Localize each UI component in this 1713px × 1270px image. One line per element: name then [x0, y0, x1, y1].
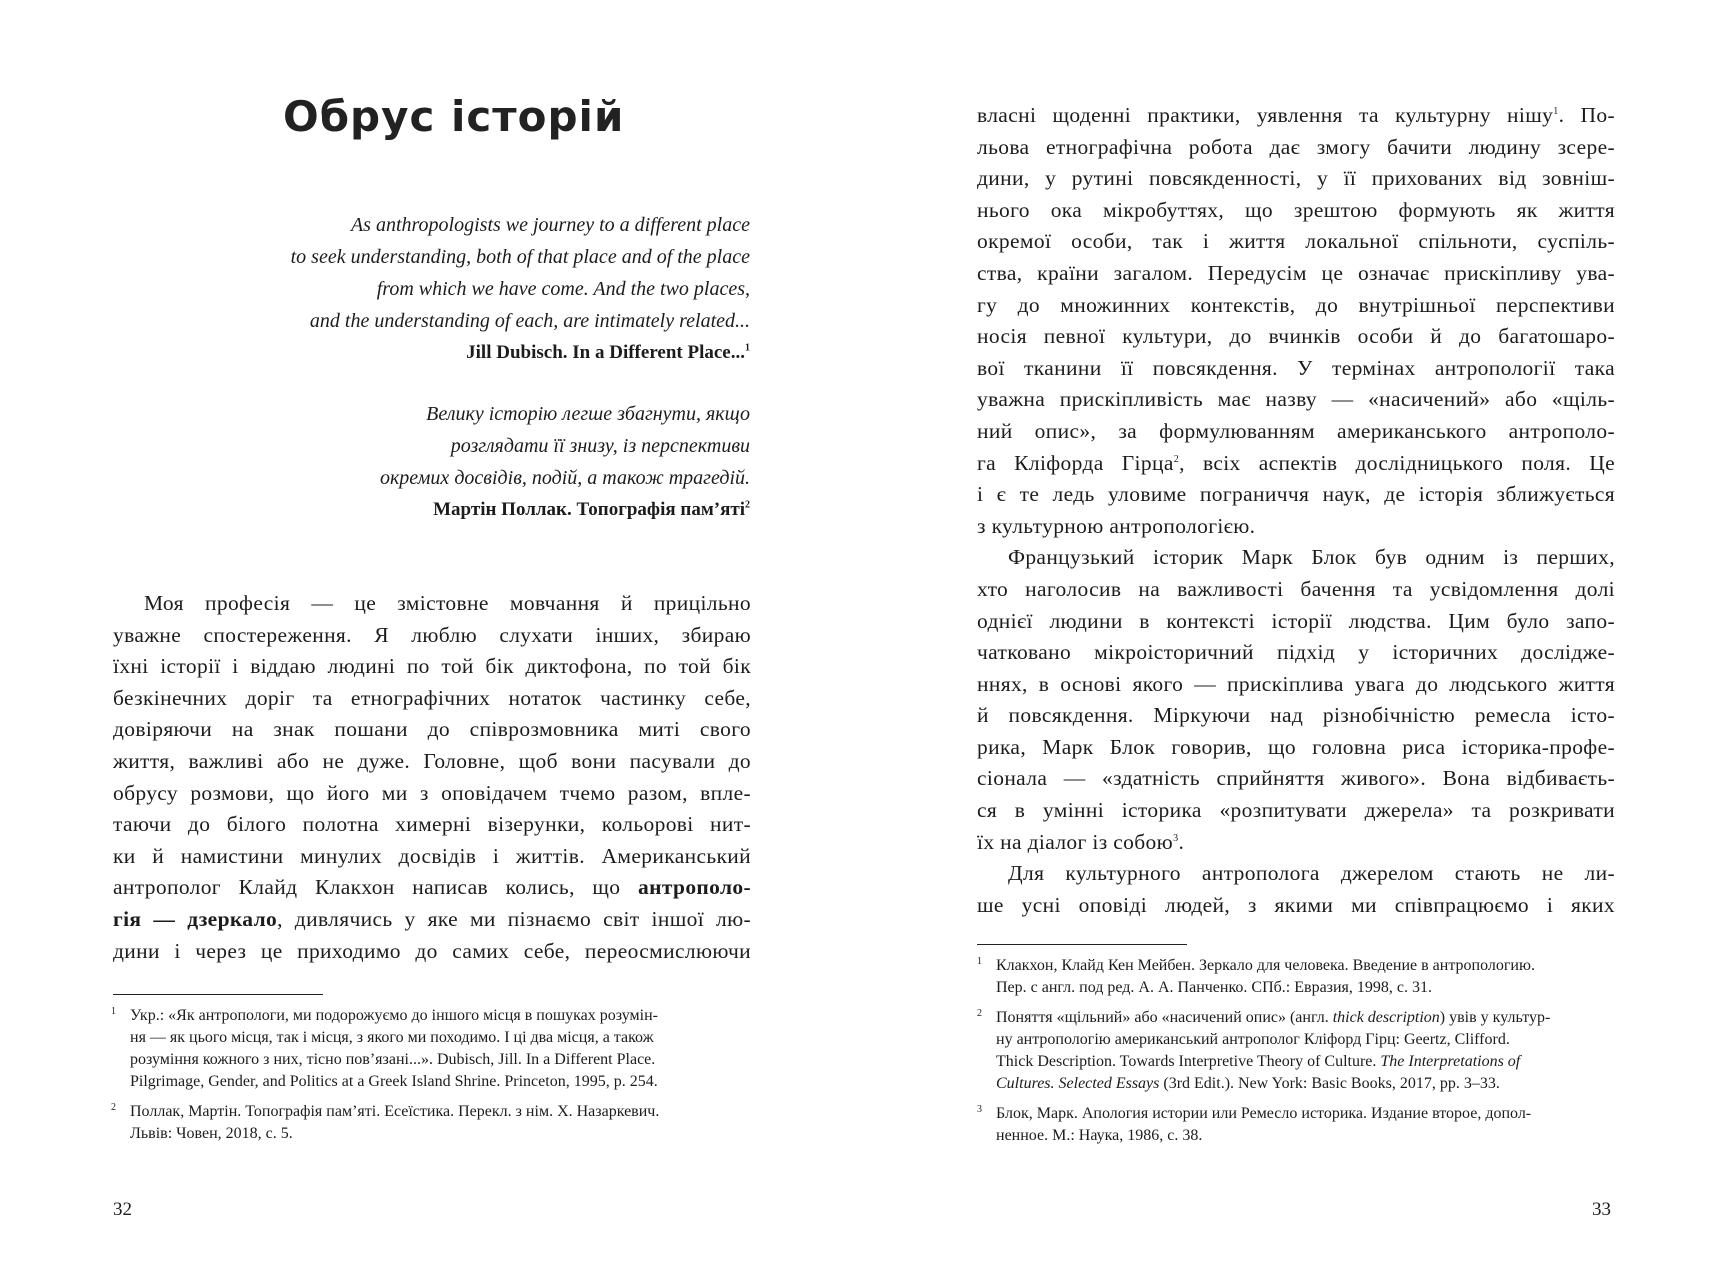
footnote-divider: [977, 944, 1187, 945]
footnote-number: 2: [977, 1008, 982, 1019]
text-line: рика, Марк Блок говорив, що головна риса історика-профе-: [977, 734, 1615, 759]
text-line: носія певної культури, до вчинків особи й до багатошаро-: [977, 324, 1615, 349]
text-line: ний опис», за формулюванням американського антрополо-: [977, 418, 1615, 443]
footnote-marker: 2: [745, 499, 750, 511]
text-line: безкінечних доріг та етнографічних нотаток частинку себе,: [113, 685, 751, 710]
footnote-marker: 2: [1173, 453, 1180, 465]
footnote: [977, 1103, 1618, 1147]
footnotes: [111, 1005, 753, 1153]
text-line: льова етнографічна робота дає змогу бачити людину зсере-: [977, 134, 1615, 159]
footnote: [977, 1007, 1618, 1095]
text-line: Французький історик Марк Блок був одним із перших,: [1008, 545, 1615, 570]
epigraph-source: Мартін Поллак. Топографія пам’яті$^2$: [433, 499, 750, 520]
text-line: власні щоденні практики, уявлення та культурну нішу$^1$. По-: [977, 103, 1616, 127]
epigraph-source: Jill Dubisch. In a Different Place...$^1$: [466, 342, 750, 363]
page-number: 32: [113, 1199, 132, 1220]
epigraph-line: As anthropologists we journey to a different place: [350, 214, 750, 236]
italic-title: The Interpretations of: [1380, 1053, 1521, 1070]
epigraph-line: and the understanding of each, are intimately related...: [309, 310, 750, 332]
bold-term: гія — дзеркало: [113, 906, 278, 931]
text-line: окремої особи, так і життя локальної спільноти, суспіль-: [977, 229, 1615, 254]
page-number: 33: [1592, 1199, 1611, 1220]
text-line: дини і через це приходимо до самих себе, переосмислюючи: [113, 938, 751, 963]
footnote-line: ненное. М.: Наука, 1986, с. 38.: [996, 1127, 1203, 1144]
text-line: ки й намистини минулих досвідів і життів. Американський: [113, 843, 751, 868]
text-line: їх на діалог із собою$^3$.: [977, 829, 1185, 854]
text-line: дини, у рутині повсякденності, у її прихованих від зовніш-: [977, 166, 1615, 191]
text-line: однієї людини в контексті історії людства. Цим було запо-: [977, 608, 1615, 633]
footnote-line: ня — як цього місця, так і місця, з якого ми походимо. І ці два місця, а також: [130, 1029, 654, 1046]
footnote-number: 1: [977, 956, 982, 967]
text-line: життя, важливі або не дуже. Головне, щоб вони пасували до: [113, 748, 751, 773]
footnote: [111, 1101, 753, 1145]
epigraph-ukrainian: [240, 398, 750, 526]
text-line: гу до множинних контекстів, до внутрішньої перспективи: [977, 292, 1615, 317]
footnote-number: 3: [977, 1104, 982, 1115]
left-page: [0, 0, 856, 1270]
text-line: хто наголосив на важливості бачення та усвідомлення долі: [977, 576, 1615, 601]
text-line: довіряючи на знак пошани до співрозмовника миті свого: [113, 717, 751, 742]
text-line: гія — дзеркало, дивлячись у яке ми пізнаємо світ іншої лю-: [113, 906, 751, 931]
text-line: га Кліфорда Гірца$^2$, всіх аспектів дослідницького поля. Це: [977, 450, 1615, 475]
epigraph-line: from which we have come. And the two places,: [376, 278, 750, 300]
footnote-line: Клакхон, Клайд Кен Мейбен. Зеркало для человека. Введение в антропологию.: [996, 957, 1535, 974]
text-line: вої тканини її повсякдення. У термінах антропології така: [977, 355, 1615, 380]
footnote-marker: 3: [1173, 832, 1179, 844]
italic-term: thick description: [1332, 1009, 1440, 1026]
text-line: таючи до білого полотна химерні візерунки, кольорові нит-: [113, 812, 751, 837]
bold-term: антрополо-: [638, 875, 751, 900]
text-line: уважна прискіпливість має назву — «насичений» або «щіль-: [977, 387, 1615, 412]
text-line: ся в умінні історика «розпитувати джерела» та розкривати: [977, 798, 1615, 823]
footnote-marker: 1: [1553, 105, 1559, 117]
text-line: ше усні оповіді людей, з якими ми співпрацюємо і яких: [977, 892, 1615, 917]
text-line: з культурною антропологією.: [977, 513, 1256, 538]
footnote-line: Пер. с англ. под ред. А. А. Панченко. СПб.: Евразия, 1998, с. 31.: [996, 979, 1433, 996]
footnote-number: 2: [111, 1102, 116, 1113]
footnote-line: Блок, Марк. Апология истории или Ремесло историка. Издание второе, допол-: [996, 1105, 1532, 1122]
footnote-line: Cultures. Selected Essays (3rd Edit.). New York: Basic Books, 2017, pp. 3–33.: [996, 1075, 1500, 1092]
footnote-line: ну антропологію американський антрополог Кліфорд Гірц: Geertz, Clifford.: [996, 1031, 1510, 1048]
epigraph-line: окремих досвідів, подій, а також трагедій.: [379, 467, 750, 489]
epigraph-line: Велику історію легше збагнути, якщо: [426, 403, 750, 425]
footnote-line: розуміння кожного з них, тісно пов’язані...». Dubisch, Jill. In a Different Place.: [130, 1051, 656, 1068]
footnote: [111, 1005, 753, 1093]
right-page: [856, 0, 1713, 1270]
footnote-marker: 1: [745, 342, 750, 354]
footnotes: [977, 955, 1618, 1155]
footnote: [977, 955, 1618, 999]
text-line: ства, країни загалом. Передусім це означає прискіпливу ува-: [977, 260, 1615, 285]
chapter-title: Обрус історій: [283, 92, 625, 141]
footnote-line: Pilgrimage, Gender, and Politics at a Greek Island Shrine. Princeton, 1995, p. 254.: [130, 1073, 658, 1090]
italic-title: Cultures. Selected Essays: [996, 1075, 1160, 1092]
footnote-line: Львів: Човен, 2018, с. 5.: [130, 1125, 293, 1142]
footnote-divider: [113, 994, 323, 995]
footnote-number: 1: [111, 1006, 116, 1017]
epigraph-english: [240, 209, 750, 369]
body-paragraph: [977, 100, 1615, 921]
text-line: антрополог Клайд Клакхон написав колись, що антрополо-: [113, 875, 751, 900]
footnote-line: Thick Description. Towards Interpretive Theory of Culture. The Interpretations of: [996, 1053, 1521, 1070]
text-line: чатковано мікроісторичний підхід у історичних дослідже-: [977, 640, 1615, 665]
epigraph-line: to seek understanding, both of that place and of the place: [290, 246, 750, 268]
text-line: обрусу розмови, що його ми з оповідачем тчемо разом, впле-: [113, 780, 751, 805]
text-line: їхні історії і віддаю людині по той бік диктофона, по той бік: [113, 654, 751, 679]
footnote-line: Укр.: «Як антропологи, ми подорожуємо до іншого місця в пошуках розумін-: [130, 1007, 659, 1024]
footnote-line: Поняття «щільний» або «насичений опис» (англ. thick description) увів у культур-: [996, 1009, 1551, 1026]
text-line: Моя професія — це змістовне мовчання й прицільно: [144, 591, 751, 615]
text-line: сіонала — «здатність сприйняття живого». Вона відбиваєть-: [977, 766, 1615, 791]
footnote-line: Поллак, Мартін. Топографія пам’яті. Есеїстика. Перекл. з нім. Х. Назаркевич.: [130, 1103, 660, 1120]
text-line: і є те ледь уловиме пограниччя наук, де історія зближується: [977, 482, 1615, 507]
text-line: Для культурного антрополога джерелом стають не ли-: [1008, 861, 1615, 886]
text-line: уважне спостереження. Я люблю слухати інших, збираю: [113, 622, 751, 647]
text-line: нього ока мікробуттях, що зрештою формують як життя: [977, 197, 1615, 222]
body-paragraph: [113, 588, 751, 967]
text-line: ннях, в основі якого — прискіплива увага до людського життя: [977, 671, 1615, 696]
text-line: й повсякдення. Міркуючи над різнобічністю ремесла істо-: [977, 703, 1615, 728]
epigraph-line: розглядати її знизу, із перспективи: [450, 435, 750, 457]
